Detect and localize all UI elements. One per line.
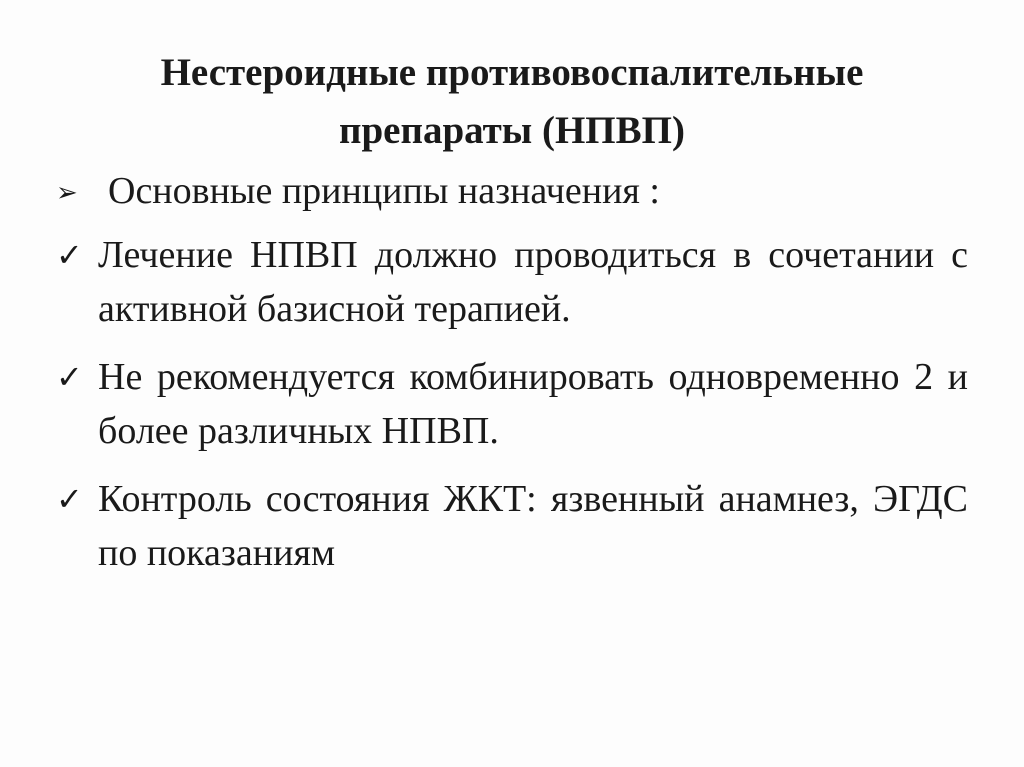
principles-heading xyxy=(56,164,968,218)
arrow-right-icon: ➢ xyxy=(56,178,78,208)
slide-title-line-1: Нестероидные противовоспалительные xyxy=(160,51,864,94)
checkmark-icon: ✓ xyxy=(56,480,83,518)
bullet-item-text: Контроль состояния ЖКТ: язвенный анамнез, ЭГДС по показаниям xyxy=(98,478,968,574)
slide-title-line-2: препараты (НПВП) xyxy=(339,109,685,152)
bullet-item-text: Лечение НПВП должно проводиться в сочетании с активной базисной терапией. xyxy=(98,234,968,330)
bullet-item-3 xyxy=(56,472,968,580)
principles-heading-text: Основные принципы назначения : xyxy=(108,170,660,212)
slide-title xyxy=(60,44,964,160)
checkmark-icon: ✓ xyxy=(56,236,83,274)
bullet-item-1 xyxy=(56,228,968,336)
checkmark-icon: ✓ xyxy=(56,358,83,396)
bullet-item-text: Не рекомендуется комбинировать одновременно 2 и более различных НПВП. xyxy=(98,356,968,452)
slide-content xyxy=(56,164,968,594)
bullet-item-2 xyxy=(56,350,968,458)
